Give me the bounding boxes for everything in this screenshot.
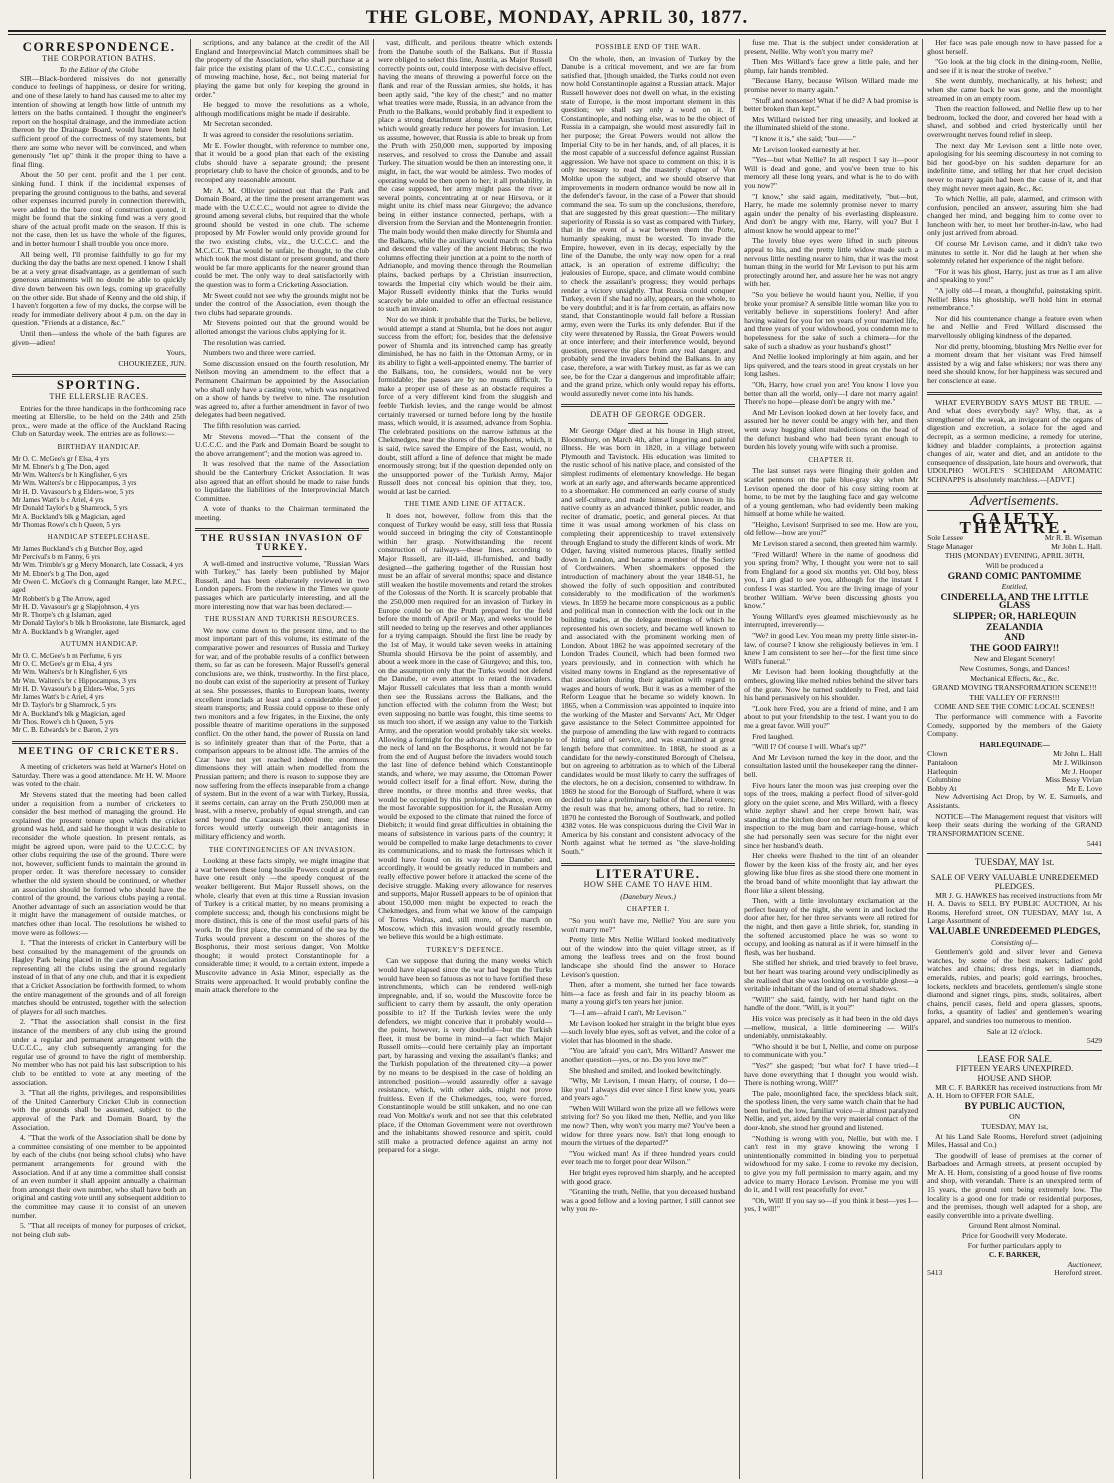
birthday-handicap-title: BIRTHDAY HANDICAP. bbox=[57, 442, 141, 451]
sale2-title: LEASE FOR SALE. bbox=[977, 1053, 1052, 1064]
possible-end-title: POSSIBLE END OF THE WAR. bbox=[595, 43, 701, 51]
sale2-price: Price for Goodwill very Moderate. bbox=[961, 1231, 1068, 1241]
list-item: Mr Owen C. McGee's ch g Connaught Ranger, late M.P.C., aged bbox=[12, 577, 187, 595]
paragraph: Mr Secretan seconded. bbox=[203, 119, 273, 129]
paragraph: "You wicked man! As if three hundred years could ever teach me to forget poor dear Wilson." bbox=[561, 1148, 736, 1167]
column-6 bbox=[923, 39, 1106, 1479]
paragraph: The last sunset rays were flinging their golden and scarlet pennons on the pale blue-gray sky when Mr Levison opened the door of his cosy sitting room at home, to be met by the laughing face and gay welcome of a young gentleman, who had evidently been making himself at home while he waited. bbox=[744, 466, 919, 519]
list-item: Mr Percival's b m Fanny, 6 yrs bbox=[12, 553, 101, 562]
list-item: Mr O. C. McGee's gr f Elsa, 4 yrs bbox=[12, 454, 109, 463]
paragraph: "For it was his ghost, Harry, just as true as I am alive and speaking to you!" bbox=[927, 266, 1103, 285]
list-item: Mr Thomas Rowe's ch h Queen, 5 yrs bbox=[12, 520, 121, 529]
paragraph: Looking at these facts simply, we might imagine that a war between these long hostile Powers could at present have one result only —the speedy conquest of the weaker belligerent. But Major Russell shows, on the whole, clearly that even at this time a Russian invasion of Turkey is a critical matter, by no means promising a complete success; and, though his conclusions might be more distinct, this is one of the most useful parts of his work. In the first place, the command of the sea by the Turks would prevent a descent on the shores of the Bosphorus, their most serious danger, Von Moltke thought; it would protect Constantinople for a considerable time; it would, to a certain extent, impede a Muscovite advance in Asia Minor, especially as the Straits were approached. It would probably confine the main attack therefore to the bbox=[195, 856, 370, 995]
sale2-further: For further particulars apply to bbox=[967, 1240, 1062, 1250]
list-item: SLIPPER; OR, HARLEQUIN bbox=[952, 612, 1077, 623]
masthead-rule bbox=[8, 30, 1106, 35]
paragraph: "Oh, Harry, how cruel you are! You know I love you better than all the world, only—I dare not marry again! There's no hope—please don't be angry with me." bbox=[744, 379, 919, 407]
sporting-intro: Entries for the three handicaps in the forthcoming race meeting at Ellerslie, to be held on the 24th and 25th prox., were made at the office of the Auckland Racing Club on Saturday week. The entries are as follows:— bbox=[12, 403, 187, 439]
paragraph: Then, after a moment, she turned her face towards him—a face as fresh and fair in its peachy bloom as many a young girl's ten years her junior. bbox=[561, 980, 736, 1007]
paragraph: "Nothing is wrong with you, Nellie, but with me. I can't rest in my grave knowing the wrong I unintentionally committed in binding you to perpetual widowhood for my sake. I come to revoke my decision, to give you my full permission to marry again, and my advice to marry Horace Levison. Promise me you will do it, and I will rest peacefully for ever." bbox=[744, 1133, 919, 1195]
cast-role: Clown bbox=[927, 749, 948, 759]
russian-invasion-heading: THE RUSSIAN INVASION OF TURKEY. bbox=[200, 534, 364, 554]
turkey-defence-title: TURKEY'S DEFENCE. bbox=[426, 945, 504, 954]
autumn-entries bbox=[12, 652, 186, 735]
paragraph: 3. "That all the rights, privileges, and responsibilities of the United Canterbury Cricket Club in connection with the grounds shall be assumed, subject to the approval of the Park and Domain Board, by the Association. bbox=[12, 1088, 187, 1132]
paragraph: 4. "That the work of the Association shall be done by a committee consisting of one member to be appointed by each of the clubs (not being school clubs) who have permanent arrangements for ground with the Association. And if at any time a committee shall consist of an even number it shall appoint annually a chairman from amongst their own number, who shall have both an original and casting vote until any subsequent addition to the committee may cause it to consist of an uneven number. bbox=[12, 1133, 187, 1220]
list-item: ZEALANDIA bbox=[986, 622, 1044, 633]
list-item: Mr O. C. McGee's gr m Elsa, 4 yrs bbox=[12, 659, 113, 668]
cast-actor: Miss Bessy Vivian bbox=[1045, 775, 1103, 785]
death-odger-body bbox=[561, 427, 735, 857]
sale1-highlight: VALUABLE UNREDEEMED PLEDGES, bbox=[928, 927, 1101, 938]
paragraph: A meeting of cricketers was held at Warner's Hotel on Saturday. There was a good attendance. Mr H. W. Moore was voted to the chair. bbox=[12, 762, 187, 789]
paragraph: She went dumbly, mechanically, at his behest; and when she came back he was gone, and the moonlight streamed in on an empty room. bbox=[927, 76, 1103, 103]
story-source: (Danebury News.) bbox=[620, 891, 676, 901]
theatre-note: The performance will commence with a Favorite Comedy, supported by the members of the Gaiety Company. bbox=[927, 711, 1103, 739]
story-chapter-two bbox=[744, 467, 918, 1214]
cricketers-body bbox=[12, 763, 186, 1239]
sale2-agent: C. F. BARKER, bbox=[988, 1250, 1041, 1260]
paragraph: She stifled her shriek, and tried bravely to feel brave, but her heart was tearing around very undisciplinedly as she realised that she was looking on a veritable ghost—a veritable inhabitant of the land of eternal shadows. bbox=[744, 958, 919, 994]
steeplechase-title: HANDICAP STEEPLECHASE. bbox=[47, 533, 151, 542]
paragraph: The next day Mr Levison sent a little note over, apologising for his seeming discourtesy in not coming to bid her good-bye on his sudden departure for an indefinite time, and telling her that her cruel decision never to marry again had been the cause of it, and that they might never meet again, &c., &c. bbox=[927, 140, 1103, 193]
contingencies-title: THE CONTINGENCIES OF AN INVASION. bbox=[208, 845, 356, 854]
paragraph: He begged to move the resolutions as a whole, although modifications might be made if desirable. bbox=[195, 100, 370, 118]
time-line-title: THE TIME AND LINE OF ATTACK. bbox=[404, 500, 526, 509]
sale2-date: TUESDAY, MAY 1st, bbox=[981, 1121, 1049, 1131]
sale2-rent: Ground Rent almost Nominal. bbox=[968, 1221, 1061, 1231]
paragraph: To which Nellie, all pale, alarmed, and crimson with confusion, penciled an answer, assuring him she had changed her mind, and begging him to come over to luncheon with her, to meet her brother-in-law, who had only just arrived from abroad. bbox=[927, 194, 1103, 238]
paragraph: "Fred Willard! Where in the name of goodness did you spring from? Why, I thought you were not to sail from England for a good six months yet. Old boy, bless you, I am glad to see you, although for the instant I confess I was startled. You are the living image of your brother William. We've been discussing ghosts you know." bbox=[744, 549, 919, 611]
list-item: Mr H. D. Vavasour's b g Elders-woe, 5 yrs bbox=[12, 487, 134, 496]
columns bbox=[8, 39, 1106, 1479]
paragraph: Some discussion ensued on the fourth resolution, Mr Neilson moving an amendment to the effect that a Permanent Chairman be appointed by the Association who shall only have a casting vote, which was negatived on a show of hands by twelve to nine. The resolution was agreed to, after a further amendment in favor of two delegates had been negatived. bbox=[195, 358, 370, 420]
paragraph: "Yes?" she gasped; "but what for? I have tried—I have done everything that I thought you would wish. There is nothing wrong, Will?" bbox=[744, 1060, 919, 1088]
possible-end-body bbox=[561, 55, 735, 399]
cricketers-heading: MEETING OF CRICKETERS. bbox=[18, 746, 180, 757]
schnapps-notice bbox=[927, 399, 1102, 485]
paragraph: We now come down to the present time, and to the most important part of this volume, its estimate of the comparative power and resources of Russia and Turkey for war, and of the probable results of a conflict between them, so far as can be foreseen. Major Russell's general conclusions are, we think, trustworthy. In the first place, no doubt can exist of the superiority at present of Turkey at sea. She possesses, thanks to European loans, twenty excellent ironclads at least and a considerable fleet of steam transports; and Russia could oppose to these only two monitors and a few frigates, in the Euxine, the only possible theatre of maritime operations in the supposed conflict. On the other hand, the power of Russia on land is so infinitely greater than that of the Porte, that a comparison appears to be almost idle. The armies of the Czar have not yet reached indeed the enormous dimensions they will attain when modelled from the Prussian pattern; and there is reason to suppose they are now suffering from the effects inseparable from a change of system. But in the event of a war with Turkey, Russia, it seems certain, can array on the Pruth 250,000 men at least, with a reserve, probably of equal strength, and can send beyond the Caucasus 150,000 men; and these forces would utterly outweigh their antagonists in military efficiency and worth. bbox=[195, 625, 370, 842]
list-item: THE GOOD FAIRY!! bbox=[969, 643, 1060, 654]
story-title: HOW SHE CAME TO HAVE HIM. bbox=[583, 880, 713, 890]
sale1-consisting: Consisting of— bbox=[991, 937, 1039, 947]
paragraph: Mr Stevens moved—"That the consent of the U.C.C.C. and the Park and Domain Board be sought to the above arrangement"; and the motion was agreed to. bbox=[195, 431, 370, 458]
paragraph: Mr Stevens stated that the meeting had been called under a requisition from a number of cricketers to consider the best method of managing the ground. He explained the present tenure upon which the cricket ground was held, and said he thought it was desirable to reconsider the whole question. In present rentals, as might be agreed upon, were paid to the U.C.C.C. by other clubs requiring the use of the ground. There were not, however, sufficient funds to maintain the ground in proper order. It was therefore necessary to consider whether the old system should be continued, or whether an association should be formed who should have the control of the ground, the various clubs paying a rental. Another advantage of such an association would be that it might have the management of outside matches, or matches other than local. The resolutions he wished to move were as follows:— bbox=[12, 790, 187, 937]
stage-manager-row bbox=[927, 543, 1102, 552]
list-item: COME AND SEE THE COMIC LOCAL SCENES!! bbox=[934, 702, 1095, 712]
list-item: Mr H. D. Vavasour's gr g Slapjohnson, 4 yrs bbox=[12, 602, 140, 611]
stage-manager-label: Stage Manager bbox=[927, 541, 973, 551]
sale2-desc: The goodwill of lease of premises at the corner of Barbadoes and Armagh streets, at present occupied by Mr A. H. Horn, consisting of a good house of five rooms and shop, with verandah. There is an unexpired term of 15 years, the ground rent being extremely low. The locality is a good one for trade or residential purposes, and the premises, though well adapted for a shop, are easily convertible into a private dwelling. bbox=[927, 1150, 1103, 1220]
paragraph: Mr Levison stared a second, then greeted him warmly. bbox=[752, 539, 918, 549]
rule bbox=[927, 1050, 1102, 1051]
paragraph: Mr A. M. Ollivier pointed out that the Park and Domain Board, at the time the present arrangement was made with the U.C.C.C., would not agree to divide the ground among several clubs, but required that the whole ground should be vested in one club. The scheme proposed by Mr Fowler would only provide ground for the two existing clubs, viz., the U.C.C.C. and the M.C.C.C. That would be unfair, he thought, to the club which took the most distant or present ground, and there would be far more applicants for the nearer ground than could be met. The only way to deal satisfactorily with the question was to form a Cricketing Association. bbox=[195, 185, 370, 290]
short-rule bbox=[79, 759, 119, 760]
paragraph: "Because Harry, because Wilson Willard made me promise never to marry again." bbox=[744, 76, 919, 94]
column-3 bbox=[374, 39, 557, 1479]
cast-actor: Mr J. Hooper bbox=[1061, 766, 1103, 776]
list-item: Mr James Watt's b c Ariel, 4 yrs bbox=[12, 693, 104, 702]
paragraph: "Yes—but what Nellie? In all respect I say it—poor Will is dead and gone, and you've been true to his memory all these long years, and what is he to do with you now?" bbox=[744, 155, 919, 190]
paragraph: "So you won't have me, Nellie? You are sure you won't marry me?" bbox=[561, 916, 736, 934]
cast-list bbox=[927, 750, 1102, 793]
sale2-address: Hereford street. bbox=[1054, 1268, 1103, 1278]
paragraph: 2. "That the association shall consist in the first instance of the members of any club using the ground under a regular and permanent arrangement with the U.C.C.C., any club subsequently arranging for the regular use of ground to have the right of membership. No member who has not paid his last subscription to his club to be entitled to vote at any meeting of the association. bbox=[12, 1017, 187, 1087]
advertisements-heading: Advertisements. bbox=[970, 493, 1060, 509]
paragraph: "You are 'afraid' you can't, Mrs Willard? Answer me another question—yes, or no. Do you love me?" bbox=[561, 1046, 736, 1064]
paragraph: About the 50 per cent. profit and the 1 per cent. sinking fund. I think if the incidental expenses of preparing the ground contiguous to the baths, and several other expenses incurred purely in connection therewith, were added to the bare cost of construction quoted, it might be found that the sinking fund was a very good share of the actual profit made on the season. If this is not the case, then let us have the whole of the figures, and in better humour I shall trouble you once more. bbox=[12, 170, 187, 249]
literature-heading: LITERATURE. bbox=[595, 865, 701, 881]
paragraph: The fifth resolution was carried. bbox=[203, 420, 301, 430]
paragraph: Fred laughed. bbox=[752, 731, 794, 741]
paragraph: "Look here Fred, you are a friend of mine, and I am about to put your friendship to the test. I want you to do me a great favor. Will you?" bbox=[744, 703, 919, 730]
rule bbox=[927, 853, 1102, 854]
cast-role: Columbine bbox=[927, 775, 961, 785]
list-item: New and Elegant Scenery! bbox=[973, 654, 1056, 664]
list-item: Mr Wm. Walters's br h Kingfisher, 6 yrs bbox=[12, 471, 128, 480]
list-item: Mr A. Buckland's b g Wrangler, aged bbox=[12, 627, 119, 636]
resources-body bbox=[195, 627, 369, 842]
paragraph: "We? in good Lev. You mean my pretty little sister-in-law, of course? I know she religiously believes in 'em. I knew I am consistent to see her—for the first time since Will's funeral." bbox=[744, 631, 919, 666]
paragraph: Nor did his countenance change a feature even when he and Nellie and Fred Willard discussed the marvellously obliging kindness of the departed. bbox=[927, 313, 1103, 340]
paragraph: vast, difficult, and perilous theatre which extends from the Danube south of the Balkans. But if Russia were obliged to select this line, Austria, as Major Russell correctly points out, could interpose with decisive effect, having the means of throwing a powerful force on the flank and rear of the Russian armies, she holds, it has been aptly said, "the key of the chest;" and no matter what treaties were made, Russia, in an advance from the Pruth to the Balkans, would probably find it expedient to place a strong detachment along the Austrian frontier, which would greatly reduce her powers for invasion. Let us assume, however, that Russia is able to break up from the Pruth with 250,000 men, supported by imposing reserves, and resolved to cross the Danube and assail Turkey. The situation would be then an interesting one, it might, in fact, the war would be aimless. Two modes of operating would be then open to her; it all probability, in the case supposed, her army might pass the river at several points, concentrating at or near Hirsova, or it might unite its chief mass near Giurgevo; the advance being in either instance connected, perhaps, with a diversion from the Servian and the Montenegrin frontier. The main body would then make directly for Shumla and the Balkans, while the auxiliary would march on Sophia and descend the valley of the ancient Hebrus; the two columns effecting their junction at a point to the north of Adrianople, and moving thence through the Roumelian plains, backed perhaps by a Christian insurrection, towards the Imperial city which would be their aim. Major Russell evidently thinks that the Turks would scarcely be able unaided to offer an effectual resistance to such an invasion. bbox=[378, 39, 553, 314]
sale2-body: MR C. F. BARKER has received instructions from Mr A. H. Horn to OFFER FOR SALE, bbox=[927, 1082, 1103, 1101]
sale1-time: Sale at 12 o'clock. bbox=[986, 1026, 1043, 1036]
paragraph: "Why, Mr Levison, I mean Harry, of course, I do—like you! I always did ever since I first knew you, years and years ago." bbox=[561, 1076, 736, 1103]
short-rule bbox=[995, 869, 1035, 870]
section-divider bbox=[927, 392, 1102, 395]
sale1-title: SALE OF VERY VALUABLE UNREDEEMED PLEDGES. bbox=[930, 872, 1099, 892]
paragraph: The resolution was carried. bbox=[203, 337, 286, 347]
to-editor-line: To the Editor of the Globe bbox=[59, 65, 139, 75]
paragraph: Mr Stevens pointed out that the ground would be allotted amongst the various clubs applying for it. bbox=[195, 318, 370, 336]
sale1-body: MR J. G. HAWKES has received instructions from Mr H. A. Davis to SELL BY PUBLIC AUCTION, At his Rooms, Hereford street, ON TUESDAY, MAY 1st, A Large Assortment of bbox=[927, 890, 1103, 926]
list-item: Mr Wm. Walters's br c Hippocampus, 3 yrs bbox=[12, 479, 137, 488]
story-continued bbox=[744, 39, 918, 452]
list-item: Mr Donald Taylor's b blk h Brookstone, late Bismarck, aged bbox=[12, 619, 186, 628]
sale1-items: Gentlemen's gold and silver lever and Geneva watches, by some of the best makers; ladies' gold watches and chains; dress rings, set in diamonds, emeralds, rubies, and pearls; gold earrings, brooches, lockets, necklets and bracelets, gentlemen's single stone diamond and signet rings, pins, studs, solitaires, albert chains, pencil cases, field and opera glasses, spoons, forks, a quantity of ladies' and gentlemen's wearing apparel, and sundries too numerous to mention. bbox=[927, 947, 1103, 1025]
death-odger-title: DEATH OF GEORGE ODGER. bbox=[590, 410, 706, 420]
advert-drop-line: New Advertising Act Drop, by W. E. Samuels, and Assistants. bbox=[927, 792, 1103, 810]
list-item: Will be produced a bbox=[985, 561, 1044, 571]
list-item: Mr Robbett's b g The Arrow, aged bbox=[12, 594, 110, 603]
steeplechase-entries bbox=[12, 545, 186, 636]
paragraph: "I know it is," she said; "but——" bbox=[752, 133, 856, 143]
pantomime-title: GRAND COMIC PANTOMIME bbox=[947, 571, 1082, 582]
paragraph: Mr Levison looked earnestly at her. bbox=[752, 144, 861, 154]
paragraph: Mr George Odger died at his house in High street, Bloomsbury, on March 4th, after a lingering and painful illness. He was born in 1820, in a village between Plymouth and Tavistock. His education was limited to the rustic school of his native place, and consisted of the simplest rudiments of elementary knowledge. He began work at an early age, and afterwards became apprenticed to a shoemaker. He commenced an early course of study and self-culture, and made himself soon known in his native county as an advanced thinker, public reader, and reciter of dramatic, poetic, and general pieces. At that time it was usual among workmen of his class on completing their apprenticeship to travel extensively through England to study the different kinds of work. Mr Odger, having visited numerous places, finally settled down in London, and became a member of the Society of Cordwainers. When shoemakers opposed the introduction of machinery about the year 1848-51, he showed the folly of such opposition and contributed considerably to the modification of the workmen's views. In 1859 he became more conspicuous as a public and political man in connection with the lock out in the building trades, at the delegate meetings of which he represented his own society, and became well known to and associated with the prominent working men of London. About 1862 he was appointed secretary of the London Trades Council, which had been formed two years previously, and in connection with which he visited many towns in England as the representative of that association during their agitation with regard to wages and hours of work. But it was as a member of the Reform League that he became so widely known. In 1865, when a Commission was appointed to inquire into the working of the Master and Servants' Act, Mr Odger gave assistance to the Select Committee appointed for the purpose of amending the law with regard to contracts of hiring and of service, and was examined at great length before that committee. In 1868, he stood as a candidate for the newly-constituted Borough of Chelsea, but on agreeing to arbitration as to which of the Liberal candidates would be most likely to carry the suffrages of the electors, he on a decision, consented to withdraw. In 1869 he stood for the Borough of Stafford, where it was decided to take a preliminary ballot of the Liberal voters; the result was that he, among others, had to retire. In 1870 he contested the Borough of Southwark, and polled 4382 votes. He was conspicuous during the Civil War in America by his constant and consistent advocacy of the North against what he termed as "the slave-holding South." bbox=[561, 425, 736, 857]
correspondence-body bbox=[12, 75, 186, 347]
list-item: New Costumes, Songs, and Dances! bbox=[959, 664, 1070, 673]
correspondence-signoff: Yours, bbox=[166, 348, 187, 358]
list-item: THE VALLEY OF FERNS!!! bbox=[969, 692, 1060, 702]
management-notice: NOTICE—The Management request that visitors will keep their seats during the working of the GRAND TRANSFORMATION SCENE. bbox=[927, 811, 1103, 838]
paragraph: And Nellie looked imploringly at him again, and her lips quivered, and the tears stood in great crystals on her long lashes. bbox=[744, 352, 919, 379]
list-item: AND bbox=[1004, 633, 1025, 644]
paragraph: "Heigho, Levison! Surprised to see me. How are you, old fellow—how are you?" bbox=[744, 519, 919, 538]
story-body bbox=[561, 917, 735, 1214]
paragraph: A well-timed and instructive volume, "Russian Wars with Turkey," has lately been published by Major Russell, and has been elaborately reviewed in two London papers. From the review in the Times we quote passages which are particularly interesting, and all the more interesting now that war has been declared:— bbox=[195, 558, 370, 611]
list-item: Mr Wm. Trimble's gr g Merry Monarch, late Cossack, 4 yrs bbox=[12, 561, 184, 570]
column-5 bbox=[740, 39, 923, 1479]
paragraph: Then, with a little involuntary exclamation at the perfect beauty of the night, she went in and locked the door after her, for her three servants were all retired for the night, and then gave a little shriek, for, standing in the softened accustomed place he was so wont to occupy, and looking as natural as if it were himself in the flesh, was her husband. bbox=[744, 896, 919, 957]
cast-actor: Mr J. Wilkinson bbox=[1052, 757, 1103, 767]
paragraph: fuse me. That is the subject under consideration at present, Nellie. Why won't you marry me? bbox=[744, 39, 919, 56]
section-divider bbox=[561, 404, 735, 407]
list-item: Mechanical Effects, &c., &c. bbox=[970, 673, 1059, 683]
correspondence-heading: CORRESPONDENCE. bbox=[22, 39, 176, 54]
paragraph: "I—I am—afraid I can't, Mr Levison." bbox=[569, 1007, 687, 1017]
list-item: Mr A. Buckland's blk g Magician, aged bbox=[12, 709, 126, 718]
list-item: Mr R. Thorpe's ch g Islaman, aged bbox=[12, 611, 112, 620]
list-item: Mr Wm. Walters's br c Hippocampus, 3 yrs bbox=[12, 676, 137, 685]
entitled-line: Entitled, bbox=[1001, 582, 1028, 592]
paragraph: Five hours later the moon was just creeping over the tops of the trees, making a perfect flood of silver-gold glory on the quiet scene, and Mrs Willard, with a fleecy white zephyr shawl and her crepe brown hair, was standing at the kitchen door on her return from a tour of inspection to the mug barn and carriage-house, which she had personally seen was secure for the night ever since her husband's death. bbox=[744, 780, 919, 850]
paragraph: "Oh, Will! If you say so—if you think it best—yes I—yes, I will!" bbox=[744, 1195, 919, 1214]
paragraph: And Mr Levison looked down at her lovely face, and assured her he never could be angry with her, and then went away hugging silent maledictions on the head of the defunct husband who had been tyrant enough to burden his lovely young wife with such a promise. bbox=[744, 407, 919, 452]
paragraph: "Go look at the big clock in the dining-room, Nellie, and see if it is near the stroke of twelve." bbox=[927, 57, 1103, 75]
contingencies-body bbox=[195, 857, 369, 995]
stage-manager-name: Mr John L. Hall. bbox=[1051, 541, 1103, 551]
sale2-place: At his Land Sale Rooms, Hereford street (adjoining Miles, Hassal and Co.) bbox=[927, 1131, 1103, 1150]
paragraph: Numbers two and three were carried. bbox=[203, 348, 316, 358]
paragraph: It was agreed to consider the resolutions seriatim. bbox=[203, 129, 354, 139]
paragraph: Can we suppose that during the many weeks which would have elapsed since the war had begun the Turks would have been so fatuous as not to have fortified these intrenchments, which can be rendered well-nigh impregnable, and, if so, would the Muscovite force be sufficient to carry them by assault, the only operation possible to it? If the Turkish levies were the only defenders, we might conceive that it probably would—the point, however, is very doubtful—but the Turkish fleet, it must be borne in mind—a fact which Major Russell omits—could here certainly play an important part, by harassing and vexing the assailant's flanks; and the Turkish population of the threatened city—a power by no means to be despised in the case of holding an intrenched position—would assuredly offer a savage resistance, which, with other aids, might not prove fruitless. Even if the Chekmedges, too, were forced, Constantinople would be still unkaken, and no one can read Von Moltke's work and not see that this celebrated place, if the Ottoman Government were not overthrown and the inhabitants showed resource and spirit, could still make a protracted defence against an army not prepared for a siege. bbox=[378, 956, 553, 1155]
resources-title: THE RUSSIAN AND TURKISH RESOURCES. bbox=[204, 615, 360, 624]
paragraph: The lovely blue eyes were lifted in such piteous appeal to his, and the pretty little widow made such a nervous little nestling nearer to him, that it was the most human thing in the world for Mr Levison to put his arm protectingly around her, and assure her he was not angry with her. bbox=[744, 236, 919, 289]
paragraph: Her cheeks were flushed to the tint of an oleander flower by the keen kiss of the frosty air, and her eyes glowing like blue fires as she stood there one moment in the broad band of white moonlight that lay athwart the floor like a silent blessing. bbox=[744, 851, 919, 895]
cast-role: Harlequin bbox=[927, 766, 958, 776]
list-item: Mr Thos. Rowe's ch h Queen, 5 yrs bbox=[12, 718, 114, 727]
sporting-heading: SPORTING. bbox=[56, 377, 142, 393]
list-item: CINDERELLA, AND THE LITTLE GLASS bbox=[940, 592, 1089, 612]
theatre-lines bbox=[927, 552, 1102, 570]
column-4 bbox=[557, 39, 740, 1479]
paragraph: Pretty little Mrs Nellie Willard looked meditatively out of the window into the quiet village street, as if among the leafless trees and on the frost bound landscape she should find the answer to Horace Levison's question. bbox=[561, 935, 736, 979]
correspondence-signature: CHOUKIEZEE, JUN. bbox=[118, 358, 187, 368]
paragraph: "Will!" she said, faintly, with her hand tight on the handle of the door. "Will, is it you?" bbox=[744, 994, 919, 1013]
list-item: Mr D. Taylor's br g Shamrock, 5 yrs bbox=[12, 701, 116, 710]
list-item: Mr James Buckland's ch g Butcher Boy, aged bbox=[12, 544, 143, 553]
paragraph: "Will I? Of course I will. What's up?" bbox=[752, 742, 867, 752]
paragraph: Then the reaction followed, and Nellie flew up to her bedroom, locked the door, and covered her head with a shawl, and sobbed and cried hysterically until her overwrought nerves found relief in sleep. bbox=[927, 104, 1103, 139]
paragraph: His voice was precisely as it had been in the old days—mellow, musical, a little domineering — Will's undeniably, unmistakeably. bbox=[744, 1013, 919, 1041]
paragraph: Until then—unless the whole of the bath figures are given—adieu! bbox=[12, 329, 187, 347]
sale2-code: 5413 bbox=[927, 1268, 943, 1278]
ellerslie-subhead: THE ELLERSLIE RACES. bbox=[49, 391, 149, 401]
paragraph: On the whole, then, an invasion of Turkey by the Danube is a critical movement, and we are far from satisfied that, [though unaided, the Turks could not even now hold Constantinople against a Russian attack. Major Russell however does not dwell on what, in the existing state of Europe, is the most important element in this question; we shall say only a word on it. If Constantinople, and nothing else, was to be the object of Russia in a campaign, she would most assuredly fail in her purpose; the Great Powers would not allow the Imperial City to be in her hands, and, of all places, it is the most capable of a successful defence against Russian aggression. We have not space to comment on this; it is only necessary to read the masterly chapter of Von Moltke upon the subject, and we should observe that improvements in modern ordnance would be now all in the defender's favour, in the case of a Power that should command the sea. To sum up the conclusions, therefore, that are suggested by this great question:—The military superiority of Russia is so vast as compared with Turkey, that in the event of a war between them the Porte, humanly speaking, must be worsted. To invade the Empire, however, even in its decay, especially by the line of the Danube, the only way now open for a real attack, is an operation of extreme difficulty; the jealousies of Europe, space, and climate would combine to check the assailant's progress; they would perhaps render a victory unsightly. That Russia could conquer Turkey, even if she had no ally, appears, on the whole, to be very doubtful; and it is far from certain, as affairs now stand, that Constantinople would fall before a Russian army, even were the Turks its only defender. But if the city were threatened by Russia, the Great Powers would at once interfere; and their interference would, beyond question, preserve the place from any real danger, and probably send the invaders behind the Balkans. In any case, therefore, a war with Turkey must, as far as we can see, be for the Czar a dangerous and improfitable affair; and the grand prize, which only would repay his efforts, would assuredly never come into his hands. bbox=[561, 53, 736, 398]
list-item: GRAND MOVING TRANSFORMATION SCENE!!! bbox=[932, 683, 1097, 693]
list-item: Mr M. Ebner's b g The Don, aged bbox=[12, 462, 109, 471]
cricketers-continued bbox=[195, 39, 369, 522]
paragraph: It does not, however, follow from this that the conquest of Turkey would be easy, still less that Russia would succeed in bringing the city of Constantinople within her grasp. Notwithstanding the recent construction of railways—these lines, according to Major Russell, are ill-laid, ill-furnished, and badly designed—the gathering together of the Russian host must be an affair of several months; space and distance still weaken the hostile movements and retard the strokes of the Colossus of the North. It is scarcely probable that the 250,000 men required for an invasion of Turkey in Europe could be on the Pruth prepared for the field before the month of April or May, and weeks would be still needed to bring up the reserves and other appliances for a trying campaign. Should the first line be ready by the 1st of May, it would take seven weeks in attaining Shumla should Hirsova be the point of assembly, and about a week more in the case of Giurgevo; and this, too, on the assumption only that the Turks would not defend the Danube, or even attempt to retard the invaders. Major Russell calculates that less than a month would then see the Russians across the Balkans, and the junction effected with the column from the West; but even supposing no battle was fought, this time seems to us much too short, if we assign any value to the Turkish Army, and the operation would probably take six weeks. Allowing a fortnight for the advance from Adrianople to the neck of land on the Bosphorus, it would not be far from the end of August before the invaders would touch the last line of defence behind which Constantinople stands, and where, we may assume, the Ottoman Power would collect itself for a final effort. Now, during the three months, or three months and three weeks, that would be occupied by this prolonged advance, even on the most favorable supposition for it, the Russian Army would be exposed to the climate that ruined the force of Diebitch; it would find great difficulties in obtaining the means of subsistence in various parts of the country; it would be compelled to make large detachments to cover its communications, and to mask the fortresses which it would have found on its way to the Danube: and, accordingly, it would be greatly reduced in numbers and really effective power before it attacked the scene of the decisive struggle. Making every allowance for reserves and supports, Major Russell appears to be of opinion that about 150,000 men might be expected to reach the Chekmedges, and from what we know of the campaign of Torres Vedras, and, still more, of the march on Moscow, which this invasion would greatly resemble, we believe this would be a high estimate. bbox=[378, 511, 553, 942]
column-2 bbox=[191, 39, 374, 1479]
birthday-entries bbox=[12, 455, 186, 530]
paragraph: It was resolved that the name of the Association should be the Canterbury Cricket Association. It was also agreed that an effort should be made to raise funds to liquidate the liabilities of the Interprovincial Match Committee. bbox=[195, 459, 370, 503]
paragraph: Young Willard's eyes gleamed mischievously as he interrupted, irreverently— bbox=[744, 611, 919, 630]
cast-actor: Mr E. Love bbox=[1066, 783, 1103, 793]
list-item: Mr James Watt's b c Ariel, 4 yrs bbox=[12, 496, 104, 505]
list-item: Mr C. B. Edwards's br c Baron, 2 yrs bbox=[12, 726, 119, 735]
chapter-two: CHAPTER II. bbox=[808, 455, 854, 464]
paragraph: "When Will Willard won the prize all we fellows were striving for? So you liked me then, Nellie, and you like me now? Then, why won't you marry me? You've been a widow for three years now. Isn't that long enough to mourn the virtues of the departed?" bbox=[561, 1103, 736, 1148]
sale2-footer bbox=[927, 1269, 1102, 1278]
turkey-defence-body bbox=[378, 957, 552, 1155]
short-rule bbox=[628, 423, 668, 424]
paragraph: "A jolly old—I mean, a thoughtful, painstaking spirit. Nellie! Bless his ghostship, we'll hold him in eternal remembrance." bbox=[927, 286, 1103, 313]
paragraph: "Who should it be but I, Nellie, and come on purpose to communicate with you." bbox=[744, 1041, 919, 1060]
corporation-baths-subhead: THE CORPORATION BATHS. bbox=[42, 53, 156, 63]
paragraph: Of course Mr Levison came, and it didn't take two minutes to settle it. Nor did he laugh at her when she solemnly related her experience of the night before. bbox=[927, 239, 1103, 266]
column-1 bbox=[8, 39, 191, 1479]
sale2-auction: BY PUBLIC AUCTION, bbox=[964, 1101, 1065, 1112]
list-item: THIS (MONDAY) EVENING, APRIL 30TH, bbox=[944, 551, 1085, 561]
paragraph: Mr Sweet could not see why the grounds might not be under the control of the Association, even though the two clubs had separate grounds. bbox=[195, 290, 370, 317]
cast-actor: Mr John L. Hall bbox=[1053, 749, 1103, 759]
list-item: Mr Wm. Walters's br h Kingfisher, 6 yrs bbox=[12, 668, 128, 677]
cast-role: Pantaloon bbox=[927, 757, 958, 767]
paragraph: "Stuff and nonsense! What if he did? A bad promise is better broken than kept." bbox=[744, 95, 919, 114]
paragraph: Her bright eyes reproved him sharply, and he accepted with good grace. bbox=[561, 1168, 736, 1186]
theatre-ad-code: 5441 bbox=[1086, 839, 1103, 849]
time-line-body bbox=[378, 512, 552, 942]
section-divider bbox=[12, 741, 186, 744]
sale2-on: ON bbox=[1009, 1112, 1021, 1122]
russian-continued bbox=[378, 39, 552, 496]
section-divider bbox=[195, 528, 369, 531]
paragraph: She blushed and smiled, and looked bewitchingly. bbox=[569, 1065, 722, 1075]
autumn-handicap-title: AUTUMN HANDICAP. bbox=[60, 640, 138, 649]
pantomime-name bbox=[927, 594, 1102, 654]
cast-role: Bobby At bbox=[927, 783, 957, 793]
list-item: Mr A. Buckland's blk g Magician, aged bbox=[12, 512, 126, 521]
list-item: Mr H. D. Vavasour's b g Elders-Woe, 5 yrs bbox=[12, 684, 135, 693]
masthead: THE GLOBE, MONDAY, APRIL 30, 1877. bbox=[365, 7, 749, 28]
sale1-code: 5429 bbox=[1086, 1036, 1103, 1046]
paragraph: 5. "That all receipts of money for purposes of cricket, not being club sub- bbox=[12, 1221, 187, 1239]
theatre-details bbox=[927, 655, 1102, 712]
paragraph: "So you believe he would haunt you, Nellie, if you broke your promise? A sensible little woman like you to veritably believe in superstitions foolery! And after having waited for you for ten years of your married life, and three years of your widowhood, you condemn me to hopelessness for the sake of such a chimera—for the sake of such a shadow as your husband's ghost!" bbox=[744, 290, 919, 351]
list-item: Mr O. C. McGee's b m Perfume, 6 yrs bbox=[12, 651, 122, 660]
paragraph: Mr Levison looked her straight in the bright blue eyes—such lovely blue eyes, soft as velvet, and the color of a violet that has bloomed in the shade. bbox=[561, 1018, 736, 1045]
paragraph: WHAT EVERYBODY SAYS MUST BE TRUE. —And what does everybody say? Why, that, as a strengthener of the weak, an invigorant of the organs of digestion and excretion, a solace for the aged and decrepit, as a sermon medicine, a remedy for uterine, kidney and bladder complaints, a protection against changes of air, water and diet, and an antidote to the consequence of dissipation, late hours and overwork, that UDOLPHO WOLFE'S SCHIEDAM AROMATIC SCHNAPPS is absolutely matchless.—[ADVT.] bbox=[927, 397, 1103, 484]
paragraph: All being well, I'll promise faithfully to go for my ducking the day the baths are next opened. I know I shall be at a very great disadvantage, as a gentleman of such generous attainments will no doubt be able to quickly dive down between his own legs, coming up gracefully on the other side. But shade of Kenny and the old ship, if I haven't forgotten a few of my ducks, the corpse will be ready for immediate delivery about 4 p.m. on the day in question. "Friends at a distance, &c." bbox=[12, 249, 187, 328]
chapter-one: CHAPTER I. bbox=[626, 905, 670, 914]
paragraph: Her face was pale enough now to have passed for a ghost herself. bbox=[927, 39, 1103, 56]
list-item: Mr Donald Taylor's b g Shamrock, 5 yrs bbox=[12, 504, 128, 513]
sale2-sub2: HOUSE AND SHOP. bbox=[977, 1072, 1052, 1083]
paragraph: SIR—Black-bordered missives do not generally conduce to feelings of happiness, or desire for writing, and one of these lately to hand has caused me to alter my intention of showing at length how little of untruth my letters on the baths contained. I thought the engineer's report on the hospital drainage, and the immediate action thereon by the Drainage Board, would have been held sufficient proof of the correctness of my statements, but there are some who never will be convinced, and when generously "let up" think it the proper thing to have a final fling. bbox=[12, 73, 187, 169]
sale1-date: TUESDAY, MAY 1st. bbox=[974, 856, 1055, 867]
paragraph: And Mr Levison turned the key in the door, and the consultation lasted until the housekeeper rang the dinner-bell. bbox=[744, 752, 919, 779]
paragraph: Nor did pretty, blooming, blushing Mrs Nellie ever for a moment dream that her visitant was Fred himself assisted by a wig and false whiskers; nor was there any need she should know, for her happiness was secured and her conscience at ease. bbox=[927, 341, 1103, 385]
sale2-agent-title: Auctioneer, bbox=[1067, 1259, 1103, 1269]
sale2-sub1: FIFTEEN YEARS UNEXPIRED. bbox=[955, 1063, 1074, 1074]
sole-lessee-label: Sole Lessee bbox=[927, 533, 964, 543]
sole-lessee-name: Mr R. B. Wiseman bbox=[1044, 533, 1103, 543]
paragraph: Nor do we think it probable that the Turks, be believe, would attempt a stand at Shumla, but he does not augur success from the effort; for, besides that the defensive power of Shumla and its intrenched camp has greatly diminished, he has no faith in the Ottoman Army, or in its ability to fight a well-appointed enemy. The barrier of the Balkans, too, he considers, would not be very formidable; the passes are by no means difficult. To make a proper use of these as an obstacle requires a force of a very different kind from the sluggish and feeble Turkish levies, and the range would be almost certainly traversed or turned before long by the hostile mass, which would, it is assumed, advance from Sophia. The celebrated positions on the narrow isthmus at the Chekmedges, near the shores of the Bosphorus, which, it is said, twice saved the Empire of the East, would, no doubt, still afford a line of defence that might be made enormously strong; but if the question depended only on the unsupported power of the Turkish Army, Major Russell does not conceal his opinion that they, too, would at last be carried. bbox=[378, 315, 553, 496]
paragraph: Then Mrs Willard's face grew a little pale, and her plump, fair hands trembled. bbox=[744, 57, 919, 75]
harlequinade-title: HARLEQUINADE— bbox=[979, 739, 1050, 749]
paragraph: 1. "That the interests of cricket in Canterbury will be best consulted by the management of the grounds on Hagley Park being placed in the care of an Association representing all the clubs using the ground regularly instead of in that of any one club, and that it is expedient that a Cricket Association be forthwith formed, to whom the entire management of the grounds and of all foreign matches should be entrusted, together with the selection of players for all such matches. bbox=[12, 938, 187, 1016]
story-ending bbox=[927, 39, 1102, 386]
paragraph: Mr E. Fowler thought, with reference to number one, that it would be a good plan that each of the existing clubs should have a separate ground; the present proprietary club to have the choice of grounds, and to be recouped any reasonable amount. bbox=[195, 140, 370, 184]
paragraph: "Granting the truth, Nellie, that you deceased husband was a good fellow and a loving partner, I still cannot see why you re- bbox=[561, 1187, 736, 1214]
gaiety-theatre-title: GAIETY THEATRE. bbox=[959, 509, 1070, 537]
paragraph: Mrs Willard twisted her ring uneasily, and looked at the illuminated shield of the stone. bbox=[744, 114, 919, 133]
short-rule bbox=[262, 556, 302, 557]
paragraph: "I know," she said again, meditatively, "but—but, Harry, he made me solemnly promise never to marry again under the penalty of his everlasting displeasure. And don't be angry with me, Harry, will you? But I almost know he would appear to me!" bbox=[744, 191, 919, 235]
list-item: Mr M. Ebner's b g The Don, aged bbox=[12, 569, 109, 578]
russian-intro bbox=[195, 560, 369, 612]
paragraph: Mr Levison had been looking thoughtfully at the embers, glowing like melted rubies behind the silver bars of the grate. Now he turned suddenly to Fred, and laid his hand persuasively on his shoulder. bbox=[744, 667, 919, 703]
paragraph: A vote of thanks to the Chairman terminated the meeting. bbox=[195, 504, 370, 522]
paragraph: The pale, moonlighted face, the speckless black suit, the spotless linen, the very same watch chain that he had been buried, the low, familiar voice—it almost paralyzed Nellie, and yet, aided by the very material contact of the door-knob, she stood her ground and listened. bbox=[744, 1088, 919, 1133]
paragraph: scriptions, and any balance at the credit of the All England and Interprovincial Match committees shall be the property of the Association, who shall purchase at a fair price the existing plant of the U.C.C.C., consisting of mowing machine, hose, &c., not being material for playing the game but only for keeping the ground in order." bbox=[195, 39, 370, 99]
